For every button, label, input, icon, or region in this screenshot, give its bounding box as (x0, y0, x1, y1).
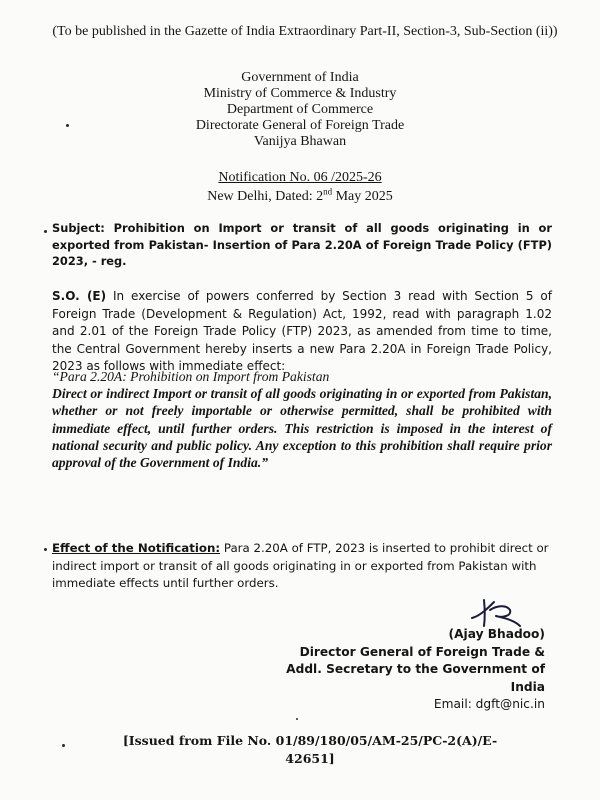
effect-text: Para 2.20A of FTP, 2023 is inserted to prohibit direct or indirect import or transit of all goods originating in or exported from Pakistan with immediate effects until further orders. (52, 541, 549, 591)
quote-body: Direct or indirect Import or transit of all goods originating in or exported from Pakistan, whether or not freely importable or otherwise permitted, shall be prohibited with immediate effect, until further orders. This restriction is imposed in the interest of national security and public policy. Any exception to this prohibition shall require prior approval of the Government of India.” (52, 386, 552, 471)
date-prefix: New Delhi, Dated: 2 (207, 189, 324, 204)
effect-of-notification (52, 540, 552, 593)
signatory-name: (Ajay Bhadoo) (448, 627, 545, 641)
department-line: Department of Commerce (226, 102, 374, 117)
notification-number: Notification No. 06 /2025-26 (218, 170, 382, 185)
gazette-publication-note: (To be published in the Gazette of India Extraordinary Part-II, Section-3, Sub-Section (ii)) (52, 24, 558, 39)
scan-speck (44, 230, 47, 233)
quote-heading: “Para 2.20A: Prohibition on Import from Pakistan (52, 369, 330, 384)
subject-line: Subject: Prohibition on Import or transit of all goods originating in or exported from Pakistan- Insertion of Para 2.20A of Foreign Trade Policy (FTP) 2023, - reg. (52, 221, 552, 268)
inserted-para-quote (52, 368, 552, 471)
notification-heading (150, 168, 450, 206)
date-suffix: May 2025 (332, 189, 393, 204)
scan-speck (66, 124, 69, 127)
scan-speck (296, 718, 298, 720)
scan-speck (62, 744, 65, 747)
government-line: Government of India (241, 70, 359, 85)
statutory-order-paragraph (52, 288, 552, 376)
ministry-line: Ministry of Commerce & Industry (203, 86, 397, 101)
scan-speck (44, 548, 47, 551)
file-reference: [Issued from File No. 01/89/180/05/AM-25/PC-2(A)/E-42651] (122, 733, 498, 766)
date-superscript: nd (323, 186, 333, 197)
signatory-designation-2: Addl. Secretary to the Government of India (286, 662, 545, 694)
so-label: S.O. (E) (52, 289, 107, 303)
signatory-email: Email: dgft@nic.in (433, 697, 545, 712)
signatory-designation-1: Director General of Foreign Trade & (299, 644, 545, 659)
so-text: In exercise of powers conferred by Section 3 read with Section 5 of Foreign Trade (Development & Regulation) Act, 1992, read with paragraph 1.02 and 2.01 of the Foreign Trade Policy (FTP) 2023, as amended from time to time, the Central Government hereby inserts a new Para 2.20A in Foreign Trade Policy, 2023 as follows with immediate effect: (52, 289, 552, 373)
effect-label: Effect of the Notification: (52, 541, 221, 555)
building-line: Vanijya Bhawan (253, 134, 347, 149)
issuing-authority-block (100, 70, 500, 150)
place-date (150, 187, 450, 206)
directorate-line: Directorate General of Foreign Trade (195, 118, 405, 133)
signatory-block (285, 626, 545, 714)
